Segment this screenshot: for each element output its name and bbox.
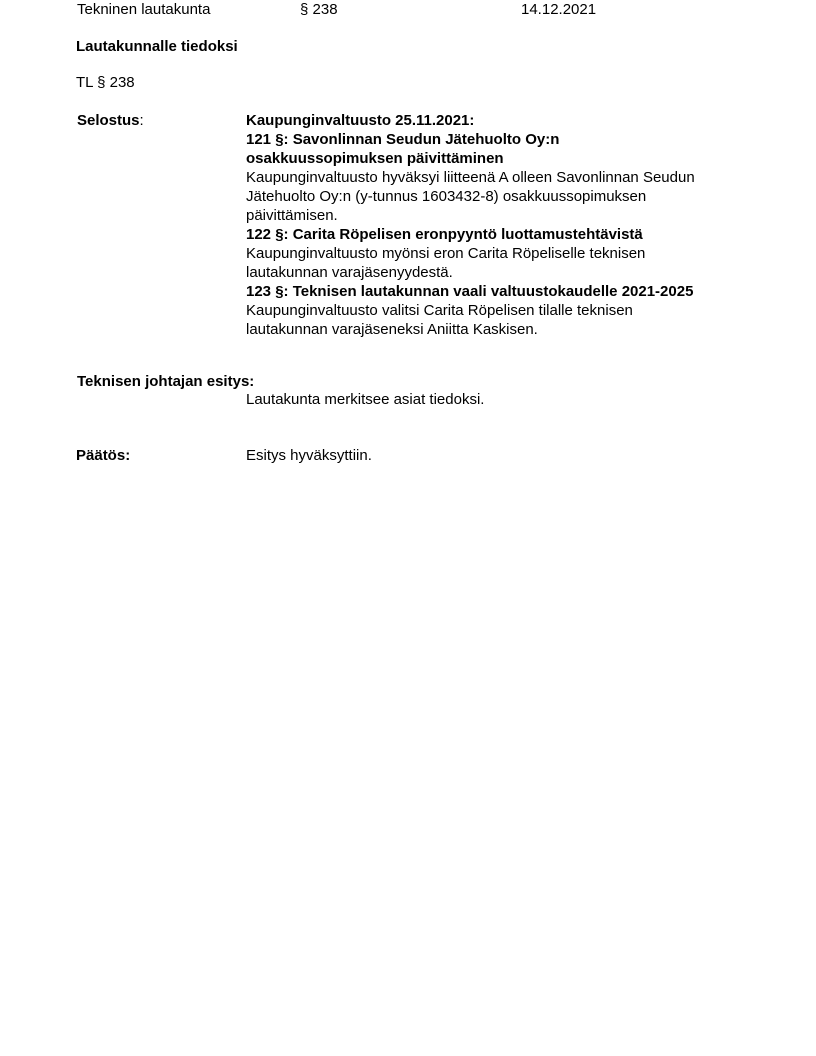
esitys-text: Lautakunta merkitsee asiat tiedoksi. <box>246 391 485 408</box>
header-organ: Tekninen lautakunta <box>77 1 211 18</box>
header-date: 14.12.2021 <box>521 1 597 18</box>
selostus-label <box>77 111 144 130</box>
item-123-text-line-1: Kaupunginvaltuusto valitsi Carita Röpelisen tilalle teknisen <box>246 302 633 319</box>
item-121-heading-line-1: 121 §: Savonlinnan Seudun Jätehuolto Oy:n <box>246 131 560 148</box>
item-121-text-line-1: Kaupunginvaltuusto hyväksyi liitteenä A olleen Savonlinnan Seudun <box>246 169 695 186</box>
item-122-text-line-2: lautakunnan varajäsenyydestä. <box>246 264 453 281</box>
item-123-text-line-2: lautakunnan varajäseneksi Aniitta Kaskisen. <box>246 321 538 338</box>
esitys-label: Teknisen johtajan esitys: <box>77 373 255 390</box>
paatos-text: Esitys hyväksyttiin. <box>246 447 372 464</box>
council-heading: Kaupunginvaltuusto 25.11.2021: <box>246 112 475 129</box>
reference-text: TL § 238 <box>76 74 135 91</box>
item-123-heading: 123 §: Teknisen lautakunnan vaali valtuustokaudelle 2021-2025 <box>246 283 694 300</box>
item-121-text-line-3: päivittämisen. <box>246 207 338 224</box>
item-122-heading: 122 §: Carita Röpelisen eronpyyntö luottamustehtävistä <box>246 226 643 243</box>
selostus-label-text: Selostus <box>77 112 140 129</box>
paatos-label: Päätös: <box>76 447 131 464</box>
selostus-label-colon: : <box>139 112 144 129</box>
item-122-text-line-1: Kaupunginvaltuusto myönsi eron Carita Röpeliselle teknisen <box>246 245 646 262</box>
item-121-heading-line-2: osakkuussopimuksen päivittäminen <box>246 150 504 167</box>
item-121-text-line-2: Jätehuolto Oy:n (y-tunnus 1603432-8) osakkuussopimuksen <box>246 188 647 205</box>
header-section: § 238 <box>300 1 338 18</box>
document-title: Lautakunnalle tiedoksi <box>76 38 238 55</box>
selostus-content <box>246 111 746 339</box>
